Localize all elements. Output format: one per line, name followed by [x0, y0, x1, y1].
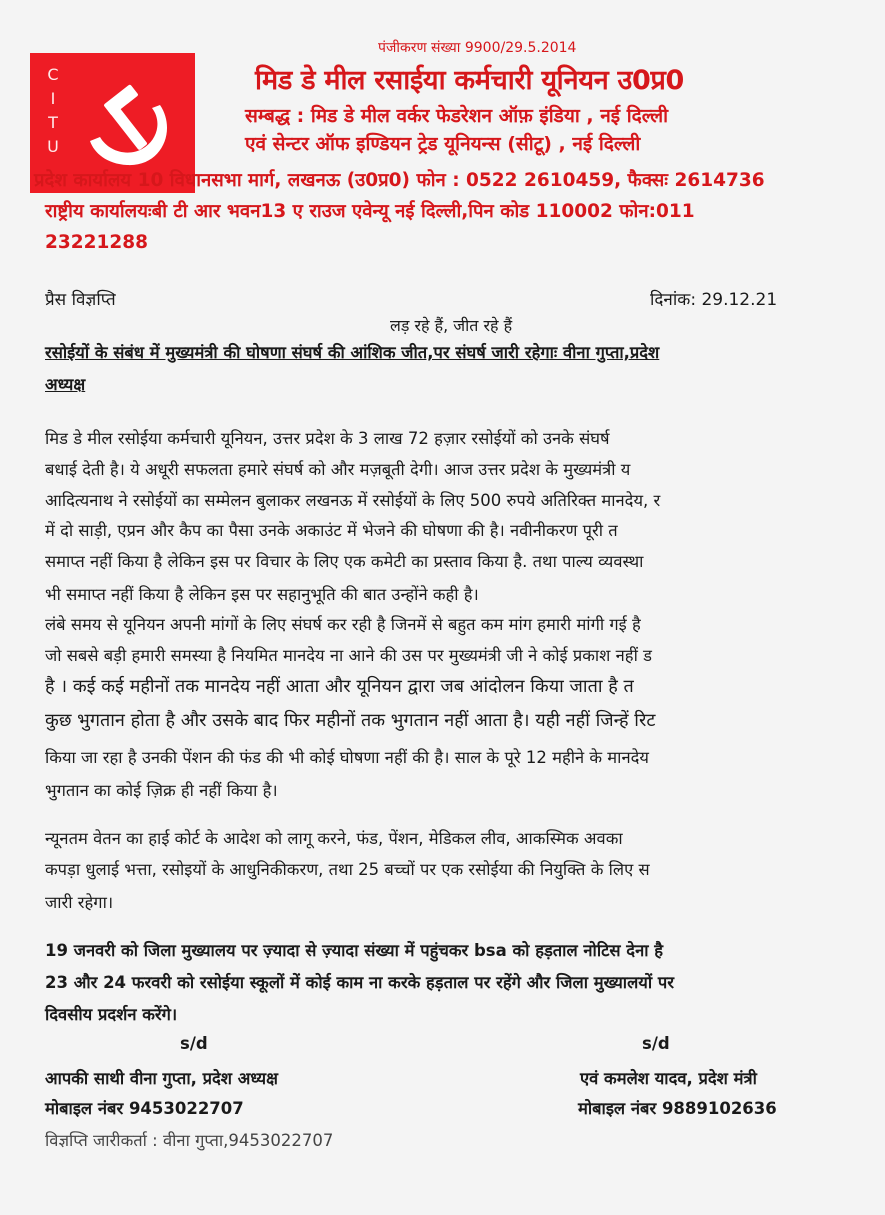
paragraph-1-line: भी समाप्त नहीं किया है लेकिन इस पर सहानुभूति की बात उन्होंने कही है।	[45, 585, 479, 604]
signatory-left-name: आपकी साथी वीना गुप्ता, प्रदेश अध्यक्ष	[45, 1069, 278, 1088]
state-office-address: प्रदेश कार्यालय 10 विधानसभा मार्ग, लखनऊ (उ0प्र0) फोन : 0522 2610459, फैक्सः 2614736	[34, 170, 765, 191]
signatory-left-mobile: मोबाइल नंबर 9453022707	[45, 1099, 244, 1118]
paragraph-4-line: दिवसीय प्रदर्शन करेंगे।	[45, 1005, 178, 1024]
affiliation-line-1: सम्बद्ध : मिड डे मील वर्कर फेडरेशन ऑफ़ इंडिया , नई दिल्ली	[245, 105, 669, 127]
affiliation-line-2: एवं सेन्टर ऑफ इण्डियन ट्रेड यूनियन्स (सीटू) , नई दिल्ली	[245, 133, 641, 155]
citu-letters	[46, 63, 60, 159]
paragraph-2-line: है । कई कई महीनों तक मानदेय नहीं आता और यूनियन द्वारा जब आंदोलन किया जाता है त	[45, 676, 634, 697]
paragraph-3-line: कपड़ा धुलाई भत्ता, रसोइयों के आधुनिकीकरण, तथा 25 बच्चों पर एक रसोईया की नियुक्ति के लिए स	[45, 860, 650, 879]
logo-letter: C	[47, 65, 59, 84]
registration-number: पंजीकरण संख्या 9900/29.5.2014	[378, 40, 577, 56]
logo-letter: T	[48, 113, 58, 132]
paragraph-1-line: में दो साड़ी, एप्रन और कैप का पैसा उनके अकाउंट में भेजने की घोषणा की है। नवीनीकरण पूरी त	[45, 521, 618, 540]
paragraph-3-line: जारी रहेगा।	[45, 893, 114, 912]
release-issuer: विज्ञप्ति जारीकर्ता : वीना गुप्ता,9453022707	[45, 1131, 334, 1150]
logo-letter: U	[47, 137, 59, 156]
signatory-right-mobile: मोबाइल नंबर 9889102636	[578, 1099, 777, 1118]
paragraph-1-line: मिड डे मील रसोईया कर्मचारी यूनियन, उत्तर प्रदेश के 3 लाख 72 हज़ार रसोईयों को उनके संघर्ष	[45, 429, 610, 448]
press-release-label: प्रैस विज्ञप्ति	[45, 290, 116, 310]
paragraph-2-line: कुछ भुगतान होता है और उसके बाद फिर महीनों तक भुगतान नहीं आता है। यही नहीं जिन्हें रिट	[45, 710, 656, 731]
signatory-right-name: एवं कमलेश यादव, प्रदेश मंत्री	[580, 1069, 757, 1088]
release-date: दिनांक: 29.12.21	[650, 290, 778, 310]
paragraph-1-line: आदित्यनाथ ने रसोईयों का सम्मेलन बुलाकर लखनऊ में रसोईयों के लिए 500 रुपये अतिरिक्त मानदेय, र	[45, 491, 661, 510]
national-office-phone: 23221288	[45, 232, 148, 253]
paragraph-4-line: 23 और 24 फरवरी को रसोईया स्कूलों में कोई काम ना करके हड़ताल पर रहेंगे और जिला मुख्यालयों पर	[45, 973, 674, 992]
hammer-sickle-icon	[82, 75, 182, 175]
paragraph-1-line: समाप्त नहीं किया है लेकिन इस पर विचार के लिए एक कमेटी का प्रस्ताव किया है. तथा पाल्य व्यवस्था	[45, 552, 644, 571]
paragraph-2-line: लंबे समय से यूनियन अपनी मांगों के लिए संघर्ष कर रही है जिनमें से बहुत कम मांग हमारी मांगी गई है	[45, 615, 641, 634]
union-title: मिड डे मील रसाईया कर्मचारी यूनियन उ0प्र0	[255, 65, 685, 96]
paragraph-2-line: भुगतान का कोई ज़िक्र ही नहीं किया है।	[45, 781, 278, 800]
signature-mark-left: s/d	[180, 1034, 208, 1053]
paragraph-4-line: 19 जनवरी को जिला मुख्यालय पर ज़्यादा से ज़्यादा संख्या में पहुंचकर bsa को हड़ताल नोटिस देना है	[45, 941, 664, 960]
paragraph-1-line: बधाई देती है। ये अधूरी सफलता हमारे संघर्ष को और मज़बूती देगी। आज उत्तर प्रदेश के मुख्यमंत्री य	[45, 460, 631, 479]
headline-continued: अध्यक्ष	[45, 375, 86, 394]
paragraph-2-line: जो सबसे बड़ी हमारी समस्या है नियमित मानदेय ना आने की उस पर मुख्यमंत्री जी ने कोई प्रकाश नहीं ड	[45, 646, 652, 665]
paragraph-3-line: न्यूनतम वेतन का हाई कोर्ट के आदेश को लागू करने, फंड, पेंशन, मेडिकल लीव, आकस्मिक अवका	[45, 829, 623, 848]
headline: रसोईयों के संबंध में मुख्यमंत्री की घोषणा संघर्ष की आंशिक जीत,पर संघर्ष जारी रहेगाः वीना गुप्ता,प्रदेश	[45, 343, 660, 362]
national-office-address: राष्ट्रीय कार्यालयःबी टी आर भवन13 ए राउज एवेन्यू नई दिल्ली,पिन कोड 110002 फोन:011	[45, 201, 695, 222]
slogan: लड़ रहे हैं, जीत रहे हैं	[390, 316, 513, 335]
logo-letter: I	[50, 89, 56, 108]
paragraph-2-line: किया जा रहा है उनकी पेंशन की फंड की भी कोई घोषणा नहीं की है। साल के पूरे 12 महीने के मानदेय	[45, 748, 649, 767]
signature-mark-right: s/d	[642, 1034, 670, 1053]
